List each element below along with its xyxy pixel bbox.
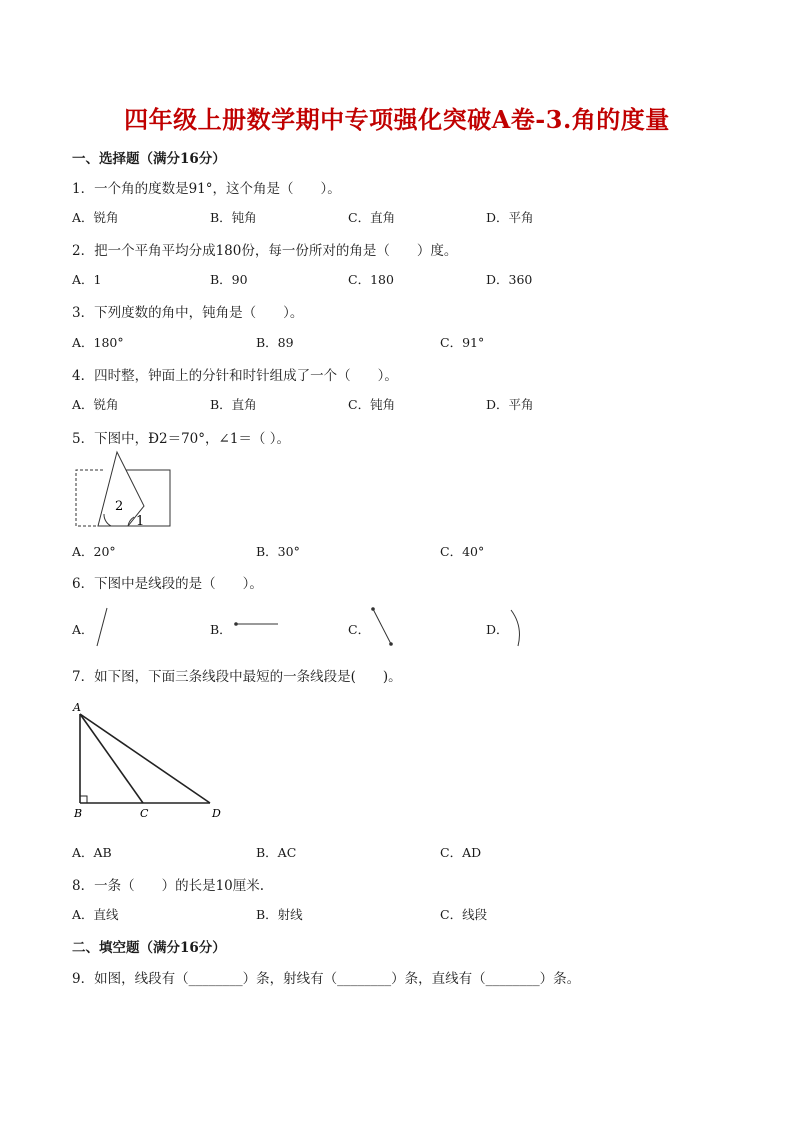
q4-option-d[interactable]: D．平角 (486, 397, 534, 412)
question-5: 5．下图中，Ð2＝70°，∠1＝（ ）。 (72, 431, 290, 447)
vertex-label-c: C (140, 807, 149, 820)
line-figure-a (94, 606, 110, 648)
section-heading-choice: 一、选择题（满分16分） (72, 151, 226, 167)
q1-option-d[interactable]: D．平角 (486, 210, 534, 225)
question-9: 9．如图，线段有（________）条，射线有（________）条，直线有（________）条。 (72, 971, 581, 987)
triangle-figure (70, 698, 230, 822)
question-6: 6．下图中是线段的是（ ）。 (72, 576, 263, 592)
q5-option-c[interactable]: C．40° (440, 544, 485, 559)
q3-option-c[interactable]: C．91° (440, 335, 485, 350)
vertex-label-d: D (212, 807, 221, 820)
q4-option-c[interactable]: C．钝角 (348, 397, 396, 412)
q7-option-a[interactable]: A．AB (72, 845, 112, 860)
q1-option-b[interactable]: B．钝角 (210, 210, 257, 225)
q1-option-a[interactable]: A．锐角 (72, 210, 119, 225)
q5-option-b[interactable]: B．30° (256, 544, 300, 559)
vertex-label-a: A (73, 701, 81, 714)
q2-option-b[interactable]: B．90 (210, 272, 248, 287)
q6-option-b[interactable]: B． (210, 622, 232, 637)
q2-option-c[interactable]: C．180 (348, 272, 394, 287)
q1-option-c[interactable]: C．直角 (348, 210, 396, 225)
q8-option-c[interactable]: C．线段 (440, 907, 488, 922)
q5-option-a[interactable]: A．20° (72, 544, 116, 559)
q4-option-b[interactable]: B．直角 (210, 397, 257, 412)
page-title: 四年级上册数学期中专项强化突破A卷-3.角的度量 (124, 105, 670, 134)
vertex-label-b: B (74, 807, 83, 820)
segment-figure-c (368, 605, 396, 649)
q2-option-a[interactable]: A．1 (72, 272, 102, 287)
q4-option-a[interactable]: A．锐角 (72, 397, 119, 412)
question-7: 7．如下图，下面三条线段中最短的一条线段是( )。 (72, 669, 402, 685)
q2-option-d[interactable]: D．360 (486, 272, 533, 287)
ray-figure-b (232, 620, 282, 630)
folded-paper-figure (72, 448, 176, 530)
q6-option-d[interactable]: D． (486, 622, 509, 637)
q3-option-b[interactable]: B．89 (256, 335, 294, 350)
question-1: 1．一个角的度数是91°，这个角是（ ）。 (72, 181, 341, 197)
question-4: 4．四时整，钟面上的分针和时针组成了一个（ ）。 (72, 368, 398, 384)
question-2: 2．把一个平角平均分成180份，每一份所对的角是（ ）度。 (72, 243, 458, 259)
q6-option-c[interactable]: C． (348, 622, 371, 637)
question-8: 8．一条（ ）的长是10厘米. (72, 878, 265, 894)
angle-label-1: 1 (136, 514, 145, 529)
curve-figure-d (508, 608, 524, 648)
q7-option-b[interactable]: B．AC (256, 845, 297, 860)
q7-option-c[interactable]: C．AD (440, 845, 482, 860)
section-heading-fill: 二、填空题（满分16分） (72, 940, 226, 956)
q8-option-b[interactable]: B．射线 (256, 907, 303, 922)
angle-label-2: 2 (115, 499, 124, 514)
q8-option-a[interactable]: A．直线 (72, 907, 119, 922)
question-3: 3．下列度数的角中，钝角是（ ）。 (72, 305, 304, 321)
q3-option-a[interactable]: A．180° (72, 335, 124, 350)
q6-option-a[interactable]: A． (72, 622, 94, 637)
